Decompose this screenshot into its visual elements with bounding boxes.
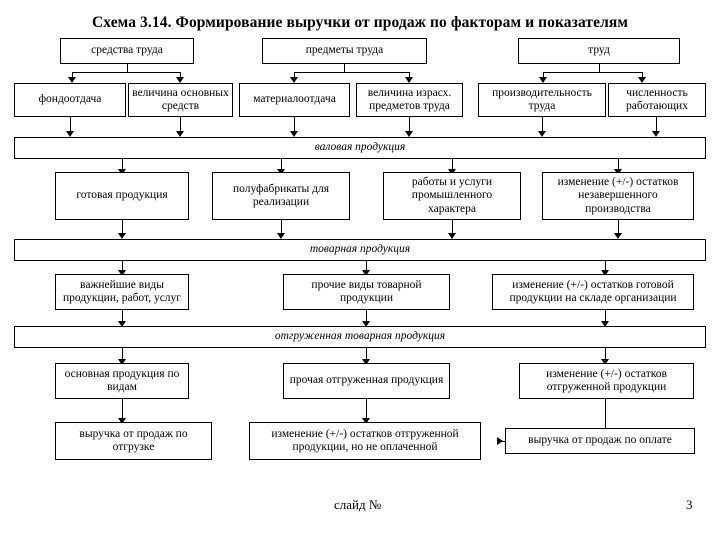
gross-part-box-semifinished (212, 172, 350, 220)
commodity-part-label: изменение (+/-) остатков готовой продукции на складе организации (509, 278, 677, 304)
commodity-part-box-stock-change (492, 274, 694, 310)
shipped-part-label: изменение (+/-) остатков отгруженной продукции (546, 367, 667, 393)
band-label: товарная продукция (309, 243, 411, 256)
indicator-label: производительность труда (492, 86, 592, 112)
shipped-part-box-shipped-change (519, 363, 694, 399)
factor-label: средства труда (91, 44, 163, 57)
connector-v (70, 117, 71, 132)
indicator-label: фондоотдача (38, 93, 102, 106)
indicator-box-consumed-objects (356, 83, 463, 117)
revenue-label: изменение (+/-) остатков отгруженной продукции, но не оплаченной (271, 427, 459, 453)
indicator-box-fixed-assets (128, 83, 233, 117)
revenue-box-by-payment (505, 428, 695, 454)
commodity-part-box-other-types (283, 274, 450, 310)
gross-part-box-industrial-works (383, 172, 521, 220)
indicator-box-labor-productivity (478, 83, 606, 117)
connector-v (452, 220, 453, 234)
indicator-box-materialootdacha (239, 83, 350, 117)
gross-part-label: работы и услуги промышленного характера (411, 176, 493, 215)
revenue-box-unpaid-change (249, 422, 481, 460)
commodity-part-label: важнейшие виды продукции, работ, услуг (63, 278, 181, 304)
connector-v (656, 117, 657, 132)
factor-label: труд (588, 44, 610, 57)
indicator-label: материалоотдача (253, 93, 336, 106)
indicator-label: величина основных средств (132, 86, 229, 112)
connector-h (294, 72, 409, 73)
indicator-box-fondootdacha (14, 83, 126, 117)
factor-label: предметы труда (305, 44, 384, 57)
connector-v (127, 64, 128, 72)
band-shipped-output (14, 326, 706, 348)
band-label: отгруженная товарная продукция (274, 330, 446, 343)
arrow-right (497, 437, 503, 445)
factor-box-labor-objects (262, 38, 427, 64)
revenue-label: выручка от продаж по отгрузке (79, 427, 188, 453)
connector-v (180, 117, 181, 132)
band-label: валовая продукция (314, 141, 406, 154)
connector-h (72, 72, 180, 73)
indicator-box-headcount (608, 83, 706, 117)
gross-part-label: полуфабрикаты для реализации (233, 182, 329, 208)
connector-v (542, 117, 543, 132)
gross-part-label: изменение (+/-) остатков незавершенного производства (557, 176, 679, 215)
gross-part-label: готовая продукция (76, 189, 168, 202)
connector-v (618, 220, 619, 234)
connector-v (281, 220, 282, 234)
connector-v (344, 64, 345, 72)
band-commodity-output (14, 239, 706, 261)
commodity-part-box-key-types (55, 274, 189, 310)
shipped-part-label: основная продукция по видам (64, 367, 180, 393)
revenue-label: выручка от продаж по оплате (528, 434, 672, 447)
connector-v (366, 399, 367, 419)
indicator-label: величина израсх. предметов труда (367, 86, 452, 112)
page-title: Схема 3.14. Формирование выручки от продаж по факторам и показателям (91, 14, 629, 31)
shipped-part-box-other-shipped (283, 363, 450, 399)
revenue-box-by-shipment (55, 422, 212, 460)
connector-v (122, 399, 123, 419)
gross-part-box-finished-goods (55, 172, 189, 220)
gross-part-box-wip-change (542, 172, 694, 220)
connector-v (122, 220, 123, 234)
commodity-part-label: прочие виды товарной продукции (311, 278, 422, 304)
band-gross-output (14, 137, 706, 159)
connector-v (599, 64, 600, 72)
shipped-part-label: прочая отгруженная продукция (289, 374, 444, 387)
connector-v (409, 117, 410, 132)
factor-box-labor-means (60, 38, 194, 64)
factor-box-labor (518, 38, 680, 64)
slide-footer-label: слайд № (334, 497, 382, 512)
slide-page-number: 3 (686, 497, 693, 512)
indicator-label: численность работающих (626, 86, 688, 112)
shipped-part-box-main-products (55, 363, 189, 399)
connector-v (294, 117, 295, 132)
connector-h (543, 72, 642, 73)
